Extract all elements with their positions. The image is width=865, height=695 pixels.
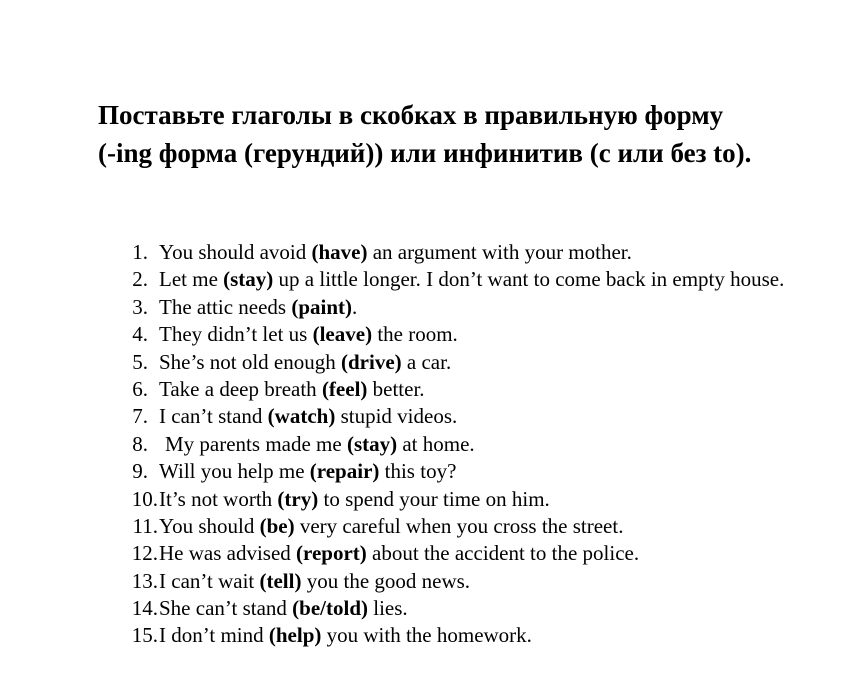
item-number: 4. (132, 322, 148, 347)
verb: (feel) (321, 376, 368, 401)
item-number: 7. (132, 404, 148, 429)
verb: (drive) (341, 349, 402, 374)
verb: (watch) (267, 404, 336, 429)
verb: (leave) (312, 322, 373, 347)
item-text: Let me (stay) up a little longer. I don’t want to come back in empty house. (159, 267, 785, 292)
title-line-1: Поставьте глаголы в скобках в правильную форму (98, 100, 724, 130)
item-text: I can’t wait (tell) you the good news. (159, 568, 471, 593)
exercise-title (98, 96, 858, 172)
item-text: Will you help me (repair) this toy? (159, 459, 457, 484)
verb: (repair) (309, 459, 380, 484)
verb: (tell) (259, 568, 302, 593)
item-number: 11. (132, 513, 158, 538)
item-number: 14. (131, 596, 158, 621)
item-text: He was advised (report) about the accident to the police. (159, 541, 640, 566)
item-number: 15. (131, 623, 158, 648)
item-number: 8. (132, 431, 148, 456)
item-text: She can’t stand (be/told) lies. (159, 596, 408, 621)
item-text: Take a deep breath (feel) better. (159, 376, 425, 401)
item-text: You should (be) very careful when you cross the street. (159, 513, 624, 538)
item-text: I don’t mind (help) you with the homework. (159, 623, 532, 648)
verb: (be/told) (292, 596, 368, 621)
item-text: It’s not worth (try) to spend your time on him. (159, 486, 550, 511)
title-line-2: (-ing форма (герундий)) или инфинитив (с или без to). (98, 138, 752, 168)
verb: (be) (259, 513, 295, 538)
item-text: The attic needs (paint). (159, 294, 358, 319)
item-number: 2. (132, 267, 148, 292)
item-number: 3. (132, 294, 148, 319)
item-number: 9. (132, 459, 148, 484)
item-text: You should avoid (have) an argument with your mother. (159, 240, 632, 264)
verb: (report) (296, 541, 367, 566)
item-text: I can’t stand (watch) stupid videos. (159, 404, 458, 429)
verb: (stay) (346, 431, 398, 456)
verb: (paint) (291, 294, 353, 319)
item-number: 5. (132, 349, 148, 374)
item-number: 1. (132, 240, 148, 264)
item-number: 10. (131, 486, 158, 511)
verb: (have) (311, 240, 368, 264)
item-text: My parents made me (stay) at home. (165, 431, 475, 456)
item-number: 12. (131, 541, 158, 566)
verb: (help) (268, 623, 322, 648)
item-text: She’s not old enough (drive) a car. (159, 349, 452, 374)
item-text: They didn’t let us (leave) the room. (159, 322, 458, 347)
item-number: 6. (132, 376, 148, 401)
verb: (try) (277, 486, 319, 511)
verb: (stay) (223, 267, 274, 292)
item-number: 13. (131, 568, 158, 593)
